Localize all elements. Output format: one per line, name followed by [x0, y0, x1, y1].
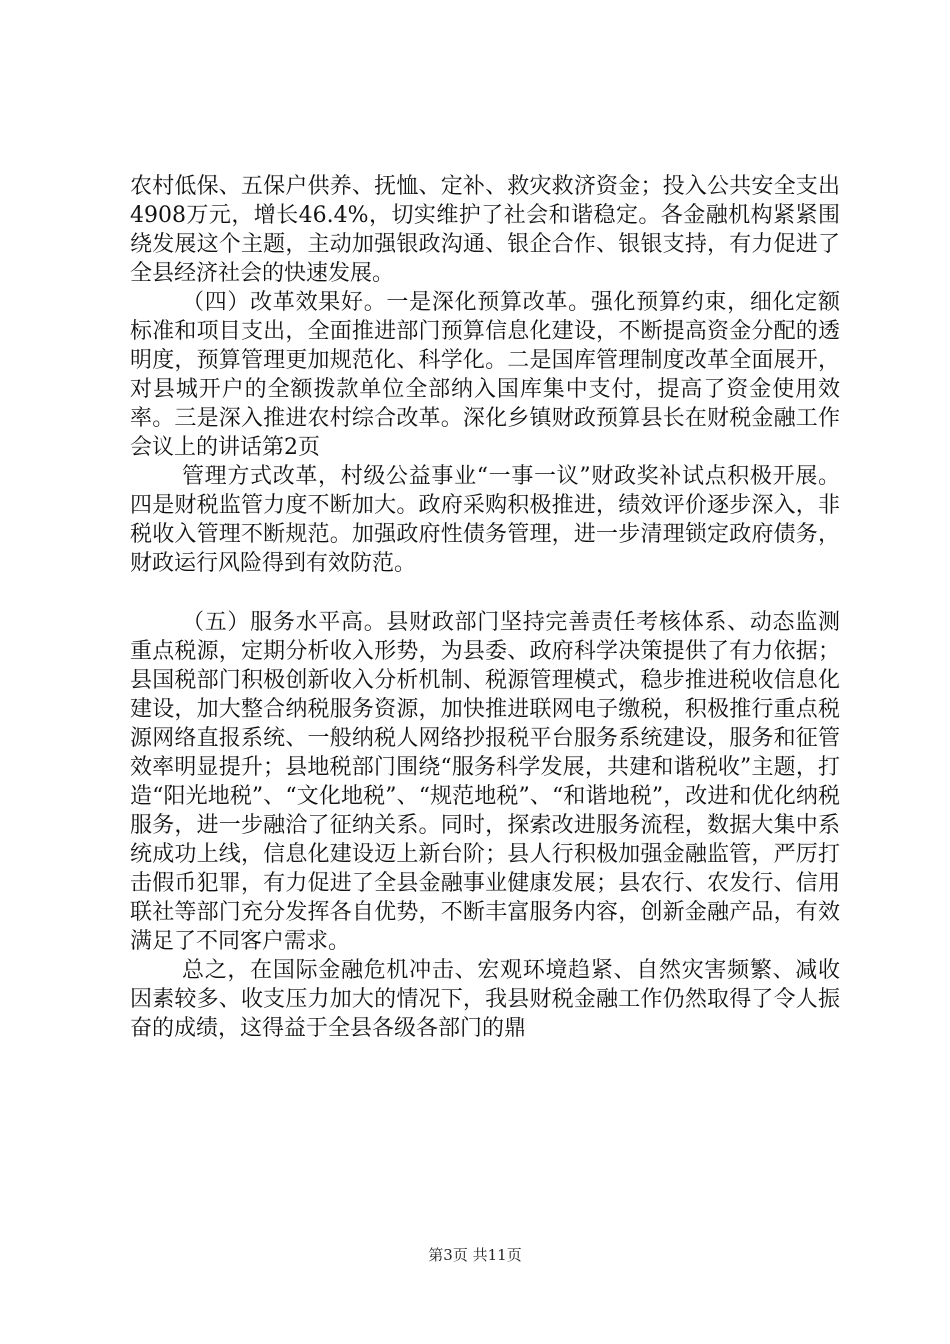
paragraph-2: （四）改革效果好。一是深化预算改革。强化预算约束，细化定额标准和项目支出，全面推进部门预算信息化建设，不断提高资金分配的透明度，预算管理更加规范化、科学化。二是国库管理制度改革全面展开，对县城开户的全额拨款单位全部纳入国库集中支付，提高了资金使用效率。三是深入推进农村综合改革。深化乡镇财政预算县长在财税金融工作会议上的讲话第2页: [130, 290, 840, 460]
document-body: [130, 172, 840, 1043]
paragraph-5: 总之，在国际金融危机冲击、宏观环境趋紧、自然灾害频繁、减收因素较多、收支压力加大的情况下，我县财税金融工作仍然取得了令人振奋的成绩，这得益于全县各级各部门的鼎: [130, 958, 840, 1041]
paragraph-1: 农村低保、五保户供养、抚恤、定补、救灾救济资金；投入公共安全支出4908万元，增长46.4%，切实维护了社会和谐稳定。各金融机构紧紧围绕发展这个主题，主动加强银政沟通、银企合作、银银支持，有力促进了全县经济社会的快速发展。: [130, 174, 840, 286]
paragraph-4: （五）服务水平高。县财政部门坚持完善责任考核体系、动态监测重点税源，定期分析收入形势，为县委、政府科学决策提供了有力依据；县国税部门积极创新收入分析机制、税源管理模式，稳步推进税收信息化建设，加大整合纳税服务资源，加快推进联网电子缴税，积极推行重点税源网络直报系统、一般纳税人网络抄报税平台服务系统建设，服务和征管效率明显提升；县地税部门围绕“服务科学发展，共建和谐税收”主题，打造“阳光地税”、“文化地税”、“规范地税”、“和谐地税”，改进和优化纳税服务，进一步融洽了征纳关系。同时，探索改进服务流程，数据大集中系统成功上线，信息化建设迈上新台阶；县人行积极加强金融监管，严厉打击假币犯罪，有力促进了全县金融事业健康发展；县农行、农发行、信用联社等部门充分发挥各自优势，不断丰富服务内容，创新金融产品，有效满足了不同客户需求。: [130, 610, 840, 954]
paragraph-spacer: [130, 578, 840, 608]
paragraph-3: 管理方式改革，村级公益事业“一事一议”财政奖补试点积极开展。四是财税监管力度不断加大。政府采购积极推进，绩效评价逐步深入，非税收入管理不断规范。加强政府性债务管理，进一步清理锁定政府债务，财政运行风险得到有效防范。: [130, 464, 840, 576]
page-footer: 第3页 共11页: [428, 1246, 522, 1264]
